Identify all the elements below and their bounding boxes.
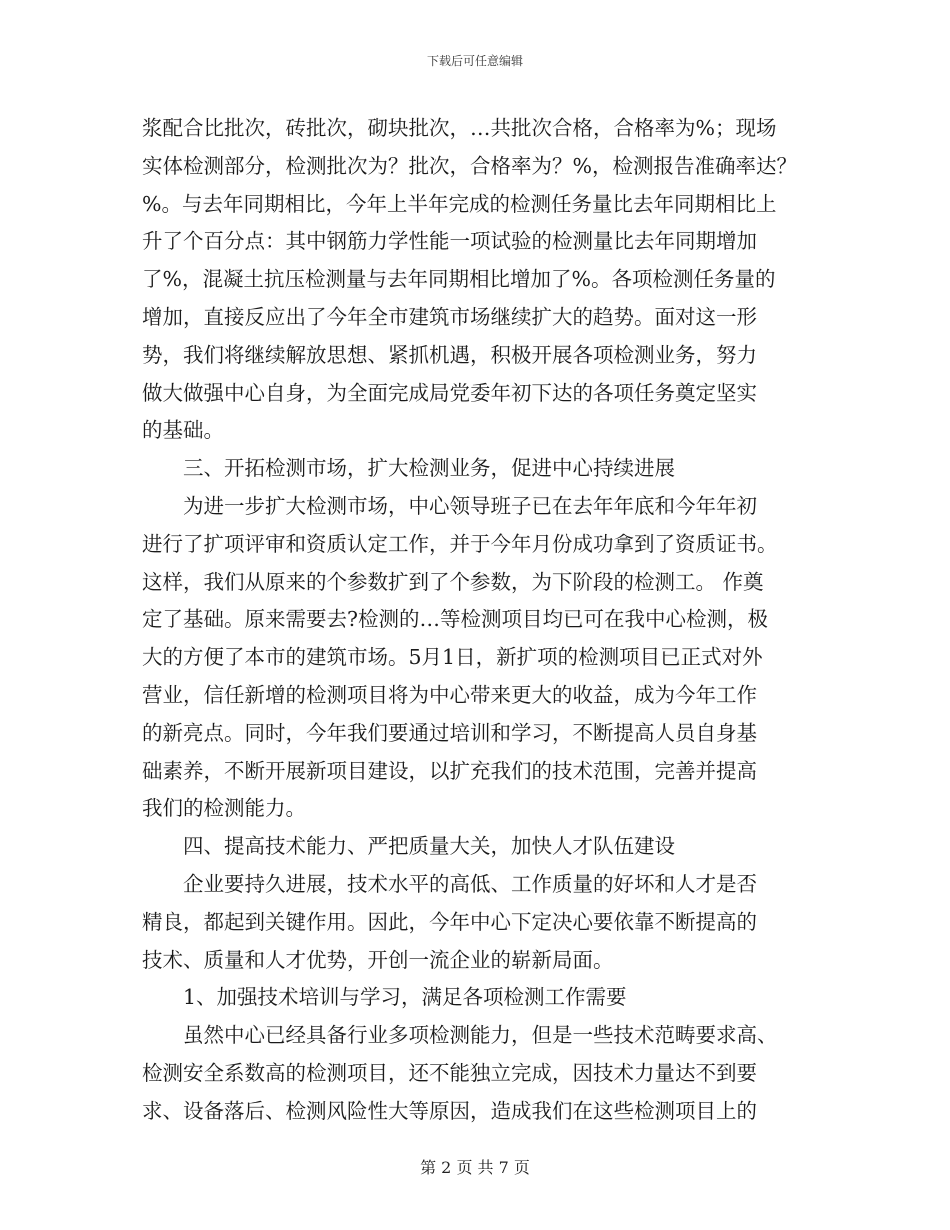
text-line: 检测安全系数高的检测项目，还不能独立完成，因技术力量达不到要 [142, 1060, 757, 1085]
text-line: 浆配合比批次，砖批次，砌块批次，…共批次合格，合格率为%；现场 [142, 116, 777, 140]
text-line: 升了个百分点：其中钢筋力学性能一项试验的检测量比去年同期增加 [142, 229, 757, 254]
text-line: 为进一步扩大检测市场，中心领导班子已在去年年底和今年年初 [183, 493, 757, 518]
text-line: 这样，我们从原来的个参数扩到了个参数，为下阶段的检测工。 作奠 [142, 569, 764, 594]
text-line: 营业，信任新增的检测项目将为中心带来更大的收益，成为今年工作 [142, 682, 757, 707]
text-line: 础素养，不断开展新项目建设，以扩充我们的技术范围，完善并提高 [142, 758, 757, 783]
text-line: %。与去年同期相比，今年上半年完成的检测任务量比去年同期相比上 [142, 191, 777, 216]
text-line: 进行了扩项评审和资质认定工作，并于今年月份成功拿到了资质证书。 [142, 531, 778, 556]
text-line: 求、设备落后、检测风险性大等原因，造成我们在这些检测项目上的 [142, 1098, 757, 1123]
text-line: 势，我们将继续解放思想、紧抓机遇，积极开展各项检测业务，努力 [142, 342, 757, 367]
text-line: 精良，都起到关键作用。因此，今年中心下定决心要依靠不断提高的 [142, 909, 757, 934]
text-line: 定了基础。原来需要去?检测的…等检测项目均已可在我中心检测，极 [142, 607, 768, 632]
text-line: 四、提高技术能力、严把质量大关，加快人才队伍建设 [183, 834, 675, 859]
text-line: 三、开拓检测市场，扩大检测业务，促进中心持续进展 [183, 456, 675, 481]
text-line: 了%，混凝土抗压检测量与去年同期相比增加了%。各项检测任务量的 [142, 267, 776, 292]
page-header-note: 下载后可任意编辑 [426, 54, 523, 68]
text-line: 技术、质量和人才优势，开创一流企业的崭新局面。 [142, 947, 614, 972]
text-line: 我们的检测能力。 [142, 796, 306, 821]
text-line: 增加，直接反应出了今年全市建筑市场继续扩大的趋势。面对这一形 [142, 304, 757, 329]
text-line: 实体检测部分，检测批次为？批次，合格率为？%，检测报告准确率达？ [142, 153, 797, 178]
document-body [142, 110, 817, 1131]
text-line: 的基础。 [142, 418, 224, 443]
text-line: 1、加强技术培训与学习，满足各项检测工作需要 [183, 985, 627, 1010]
text-line: 做大做强中心自身，为全面完成局党委年初下达的各项任务奠定坚实 [142, 380, 757, 405]
text-line: 大的方便了本市的建筑市场。5月1日，新扩项的检测项目已正式对外 [142, 645, 763, 670]
text-line: 虽然中心已经具备行业多项检测能力，但是一些技术范畴要求高、 [183, 1023, 778, 1048]
text-line: 的新亮点。同时，今年我们要通过培训和学习，不断提高人员自身基 [142, 720, 757, 745]
text-line: 企业要持久进展，技术水平的高低、工作质量的好坏和人才是否 [183, 871, 757, 896]
page-number-footer: 第 2 页 共 7 页 [420, 1158, 530, 1177]
